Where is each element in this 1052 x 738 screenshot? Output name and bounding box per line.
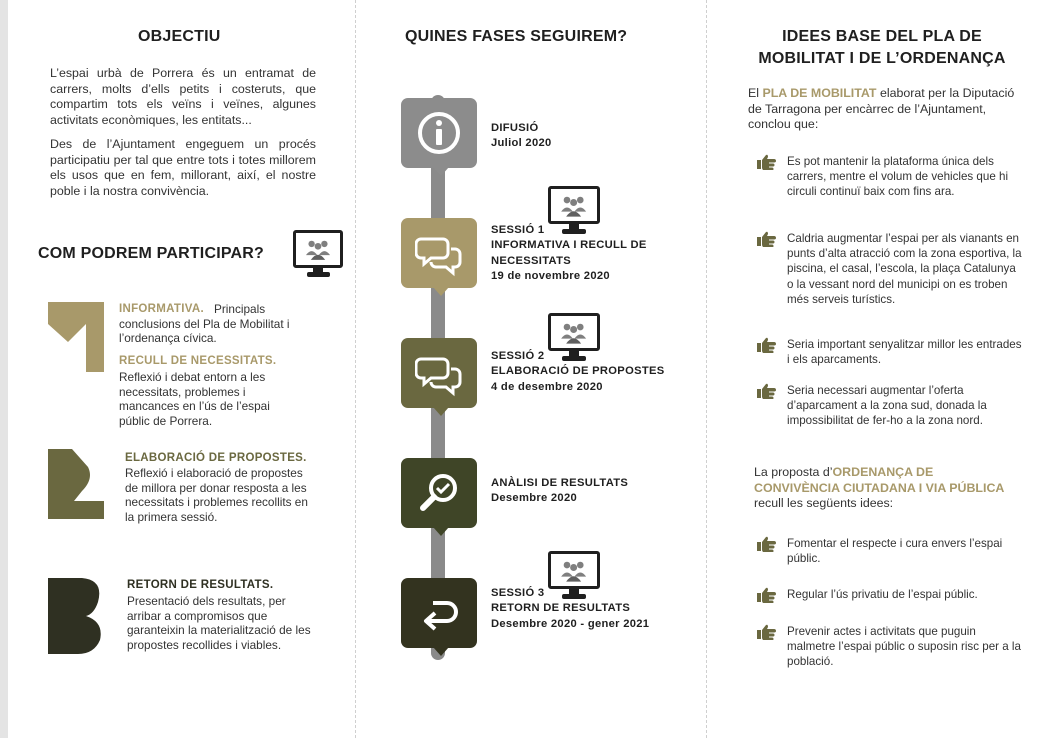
objectiu-title: OBJECTIU xyxy=(138,28,221,45)
objectiu-paragraph-1: L’espai urbà de Porrera és un entramat de carrers, molts d’ells petits i costeruts, que compartim tots els veïns i veïnes, algunes activitats econòmiques, les entitats... xyxy=(50,66,316,127)
phase-sessio3-label: SESSIÓ 3 RETORN DE RESULTATS Desembre 2020 - gener 2021 xyxy=(491,587,650,630)
pointing-hand-icon xyxy=(756,624,776,640)
pointing-hand-icon xyxy=(756,337,776,353)
phase-sessio1-box xyxy=(401,218,477,288)
step-1-text-a: Principals conclusions del Pla de Mobilitat i l’ordenança cívica. xyxy=(119,302,290,346)
pointing-hand-icon xyxy=(756,536,776,552)
idees-title: IDEES BASE DEL PLA DE MOBILITAT I DE L’ORDENANÇA xyxy=(758,28,1006,67)
step-number-3-shape xyxy=(48,578,104,654)
pointing-hand-icon xyxy=(756,154,776,170)
fases-title: QUINES FASES SEGUIREM? xyxy=(405,28,628,45)
phase-difusio-label: DIFUSIÓ Juliol 2020 xyxy=(491,122,552,150)
participar-title: COM PODREM PARTICIPAR? xyxy=(38,245,265,262)
return-arrow-icon xyxy=(415,589,463,637)
phase-difusio-box xyxy=(401,98,477,168)
chat-bubbles-icon xyxy=(415,349,463,397)
step-number-2-shape xyxy=(48,449,104,519)
meeting-monitor-icon xyxy=(293,230,343,277)
page-edge-strip xyxy=(0,0,8,738)
column-divider xyxy=(355,0,356,738)
phase-sessio2-box xyxy=(401,338,477,408)
step-2-text: Reflexió i elaboració de propostes de millora per donar resposta a les necessitats i problemes recollits en la primera sessió. xyxy=(125,466,308,524)
phase-sessio2-label: SESSIÓ 2 ELABORACIÓ DE PROPOSTES 4 de desembre 2020 xyxy=(491,350,665,393)
step-3-title: RETORN DE RESULTATS. xyxy=(127,579,274,591)
phase-sessio1-label: SESSIÓ 1 INFORMATIVA I RECULL DE NECESSITATS 19 de novembre 2020 xyxy=(491,224,647,283)
phase-sessio3-box xyxy=(401,578,477,648)
chat-bubbles-icon xyxy=(415,229,463,277)
info-icon xyxy=(415,109,463,157)
pla-mobilitat-intro: El PLA DE MOBILITAT elaborat per la Diputació de Tarragona per encàrrec de l’Ajuntament, conclou que: xyxy=(748,86,1015,132)
phase-analisi-label: ANÀLISI DE RESULTATS Desembre 2020 xyxy=(491,477,629,505)
pointing-hand-icon xyxy=(756,383,776,399)
step-1-text-b: Reflexió i debat entorn a les necessitats, problemes i mancances en l’ús de l’espai públic de Porrera. xyxy=(119,370,270,428)
step-1-title-a: INFORMATIVA. xyxy=(119,303,204,315)
step-2-title: ELABORACIÓ DE PROPOSTES. xyxy=(125,452,307,464)
step-number-1-shape xyxy=(48,302,104,372)
pointing-hand-icon xyxy=(756,587,776,603)
step-1-title-b: RECULL DE NECESSITATS. xyxy=(119,355,277,367)
ordenanca-intro: La proposta d’ORDENANÇA DE CONVIVÈNCIA CIUTADANA I VIA PÚBLICA recull les següents idees: xyxy=(754,465,1005,511)
step-3-text: Presentació dels resultats, per arribar a compromisos que garanteixin la materialització de les propostes recollides i viables. xyxy=(127,594,311,652)
phase-analisi-box xyxy=(401,458,477,528)
pointing-hand-icon xyxy=(756,231,776,247)
magnifier-check-icon xyxy=(415,469,463,517)
objectiu-paragraph-2: Des de l’Ajuntament engeguem un procés participatiu per tal que entre tots i totes millorem els usos que en fem, millorant, així, el nostre poble i la nostra convivència. xyxy=(50,137,316,198)
column-divider xyxy=(706,0,707,738)
